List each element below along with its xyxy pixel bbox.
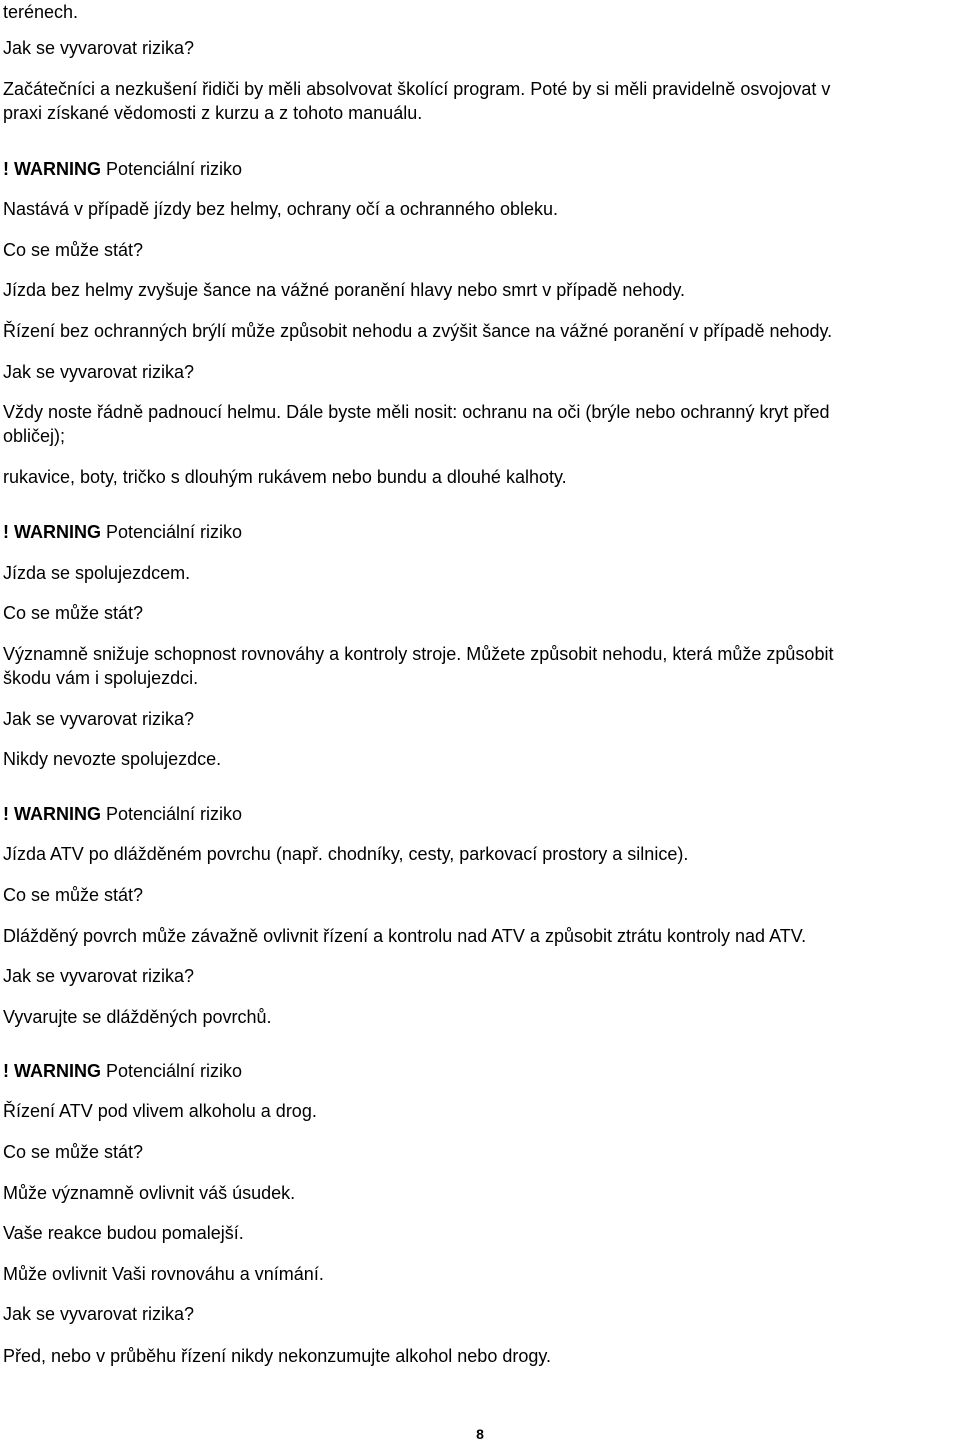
text-line: Nikdy nevozte spolujezdce. [3, 749, 222, 769]
text-line: Významně snižuje schopnost rovnováhy a kontroly stroje. Můžete způsobit nehodu, která může způsobit [3, 644, 834, 664]
text-line: Dlážděný povrch může závažně ovlivnit řízení a kontrolu nad ATV a způsobit ztrátu kontroly nad ATV. [3, 926, 807, 946]
question-heading: Jak se vyvarovat rizika? [3, 709, 195, 729]
text-line: Může ovlivnit Vaši rovnováhu a vnímání. [3, 1264, 324, 1284]
text-line: Řízení bez ochranných brýlí může způsobit nehodu a zvýšit šance na vážné poranění v případě nehody. [3, 321, 833, 341]
warning-mark: ! WARNING [3, 1061, 101, 1081]
text-line: Jízda bez helmy zvyšuje šance na vážné poranění hlavy nebo smrt v případě nehody. [3, 280, 686, 300]
text-line: Začátečníci a nezkušení řidiči by měli absolvovat školící program. Poté by si měli pravidelně osvojovat v [3, 79, 831, 99]
question-heading: Jak se vyvarovat rizika? [3, 38, 195, 58]
question-heading: Jak se vyvarovat rizika? [3, 1304, 195, 1324]
warning-label: Potenciální riziko [101, 1061, 243, 1081]
text-line: Řízení ATV pod vlivem alkoholu a drog. [3, 1101, 317, 1121]
text-line: rukavice, boty, tričko s dlouhým rukávem nebo bundu a dlouhé kalhoty. [3, 467, 567, 487]
question-heading: Jak se vyvarovat rizika? [3, 966, 195, 986]
question-heading: Co se může stát? [3, 240, 144, 260]
text-line: Vaše reakce budou pomalejší. [3, 1223, 244, 1243]
warning-mark: ! WARNING [3, 159, 101, 179]
question-heading: Co se může stát? [3, 603, 144, 623]
warning-heading [3, 802, 242, 826]
text-line: Vyvarujte se dlážděných povrchů. [3, 1007, 272, 1027]
warning-label: Potenciální riziko [101, 159, 243, 179]
text-line: Nastává v případě jízdy bez helmy, ochrany očí a ochranného obleku. [3, 199, 558, 219]
warning-heading [3, 1059, 242, 1083]
question-heading: Co se může stát? [3, 1142, 144, 1162]
warning-mark: ! WARNING [3, 804, 101, 824]
warning-heading [3, 520, 242, 544]
text-line: Jízda ATV po dlážděném povrchu (např. chodníky, cesty, parkovací prostory a silnice). [3, 844, 689, 864]
text-line: praxi získané vědomosti z kurzu a z tohoto manuálu. [3, 103, 423, 123]
text-line: Může významně ovlivnit váš úsudek. [3, 1183, 296, 1203]
warning-label: Potenciální riziko [101, 522, 243, 542]
warning-label: Potenciální riziko [101, 804, 243, 824]
warning-heading [3, 157, 242, 181]
page-number: 8 [476, 1426, 484, 1442]
question-heading: Jak se vyvarovat rizika? [3, 362, 195, 382]
text-line: terénech. [3, 2, 79, 22]
text-line: obličej); [3, 426, 66, 446]
warning-mark: ! WARNING [3, 522, 101, 542]
text-line: škodu vám i spolujezdci. [3, 668, 199, 688]
question-heading: Co se může stát? [3, 885, 144, 905]
text-line: Před, nebo v průběhu řízení nikdy nekonzumujte alkohol nebo drogy. [3, 1346, 552, 1366]
text-line: Jízda se spolujezdcem. [3, 563, 191, 583]
text-line: Vždy noste řádně padnoucí helmu. Dále byste měli nosit: ochranu na oči (brýle nebo ochranný kryt před [3, 402, 830, 422]
